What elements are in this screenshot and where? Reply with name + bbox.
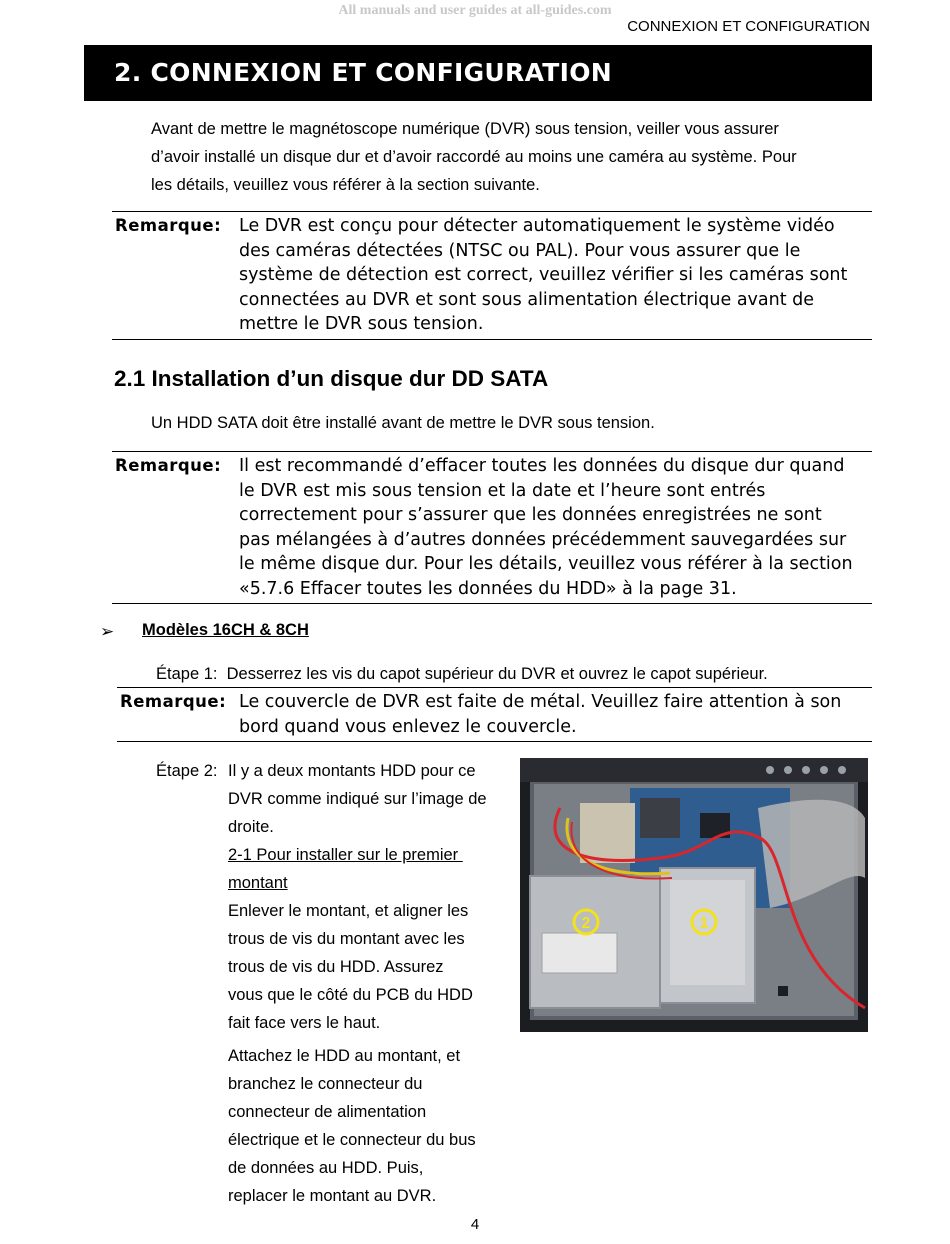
step-line: trous de vis du HDD. Assurez: [228, 958, 444, 976]
chapter-title: 2. CONNEXION ET CONFIGURATION: [114, 58, 613, 87]
note-rule-bottom: [117, 741, 872, 742]
note-line: mettre le DVR sous tension.: [239, 314, 484, 335]
section-intro: Un HDD SATA doit être installé avant de mettre le DVR sous tension.: [151, 414, 655, 432]
note-line: bord quand vous enlevez le couvercle.: [239, 716, 577, 737]
note-rule-top: [112, 211, 872, 212]
watermark: All manuals and user guides at all-guides.com: [338, 3, 612, 18]
note-rule-top: [117, 687, 872, 688]
bracket-1-label: 1: [699, 915, 709, 932]
sub-heading: 2-1 Pour installer sur le premier: [228, 846, 463, 864]
dvr-interior-photo: [520, 758, 868, 1032]
power-supply-board: [580, 803, 635, 863]
note-label: Remarque:: [115, 216, 222, 235]
step-line: électrique et le connecteur du bus: [228, 1131, 476, 1149]
note-text: [239, 454, 853, 602]
step-line: connecteur de alimentation: [228, 1103, 427, 1121]
note-line: Le couvercle de DVR est faite de métal. Veuillez faire attention à son: [239, 692, 842, 712]
note-line: pas mélangées à d’autres données précédemment sauvegardées sur: [239, 529, 847, 550]
note-rule-bottom: [112, 339, 872, 340]
section-title: 2.1 Installation d’un disque dur DD SATA: [114, 366, 549, 391]
running-header: CONNEXION ET CONFIGURATION: [627, 18, 870, 35]
note-line: le DVR est mis sous tension et la date et l’heure sont entrés: [239, 480, 766, 501]
bullet-heading: Modèles 16CH & 8CH: [142, 621, 309, 639]
sub-heading: montant: [228, 874, 288, 892]
step-line: droite.: [228, 818, 274, 836]
step-line: de données au HDD. Puis,: [228, 1159, 424, 1177]
note-rule-top: [112, 451, 872, 452]
note-label: Remarque:: [115, 456, 222, 475]
note-line: des caméras détectées (NTSC ou PAL). Pour vous assurer que le: [239, 240, 801, 261]
step-line: vous que le côté du PCB du HDD: [228, 986, 473, 1004]
step-2-label: Étape 2:: [156, 762, 218, 780]
rear-panel: [520, 758, 868, 782]
note-line: correctement pour s’assurer que les données enregistrées ne sont: [239, 505, 822, 526]
bullet-arrow-icon: ➢: [100, 622, 115, 641]
note-line: Le DVR est conçu pour détecter automatiquement le système vidéo: [239, 216, 835, 236]
step-line: trous de vis du montant avec les: [228, 930, 465, 948]
chapter-banner: [84, 45, 872, 101]
intro-line: les détails, veuillez vous référer à la section suivante.: [151, 176, 540, 194]
note-rule-bottom: [112, 603, 872, 604]
note-line: système de détection est correct, veuillez vérifier si les caméras sont: [239, 265, 848, 286]
step-line: fait face vers le haut.: [228, 1014, 381, 1032]
note-line: Il est recommandé d’effacer toutes les données du disque dur quand: [239, 456, 845, 476]
intro-paragraph: [151, 115, 797, 199]
note-label: Remarque:: [120, 692, 227, 711]
note-line: connectées au DVR et sont sous alimentation électrique avant de: [239, 289, 815, 310]
note-text: [239, 214, 847, 337]
step-line: DVR comme indiqué sur l’image de: [228, 790, 487, 808]
bracket-2-label: 2: [581, 915, 591, 932]
step-line: Enlever le montant, et aligner les: [228, 902, 469, 920]
step-line: branchez le connecteur du: [228, 1075, 423, 1093]
step-line: replacer le montant au DVR.: [228, 1187, 437, 1205]
note-line: le même disque dur. Pour les détails, veuillez vous référer à la section: [239, 554, 853, 575]
note-text: [239, 690, 841, 739]
page-number: 4: [470, 1216, 480, 1233]
step-line: Il y a deux montants HDD pour ce: [228, 762, 476, 780]
note-line: «5.7.6 Effacer toutes les données du HDD» à la page 31.: [239, 578, 737, 599]
intro-line: d’avoir installé un disque dur et d’avoir raccordé au moins une caméra au système. Pour: [151, 148, 797, 166]
intro-line: Avant de mettre le magnétoscope numérique (DVR) sous tension, veiller vous assurer: [151, 120, 779, 138]
step-line: Attachez le HDD au montant, et: [228, 1047, 461, 1065]
step-2-text: [228, 757, 518, 1210]
step-1: Étape 1: Desserrez les vis du capot supérieur du DVR et ouvrez le capot supérieur.: [156, 665, 768, 683]
